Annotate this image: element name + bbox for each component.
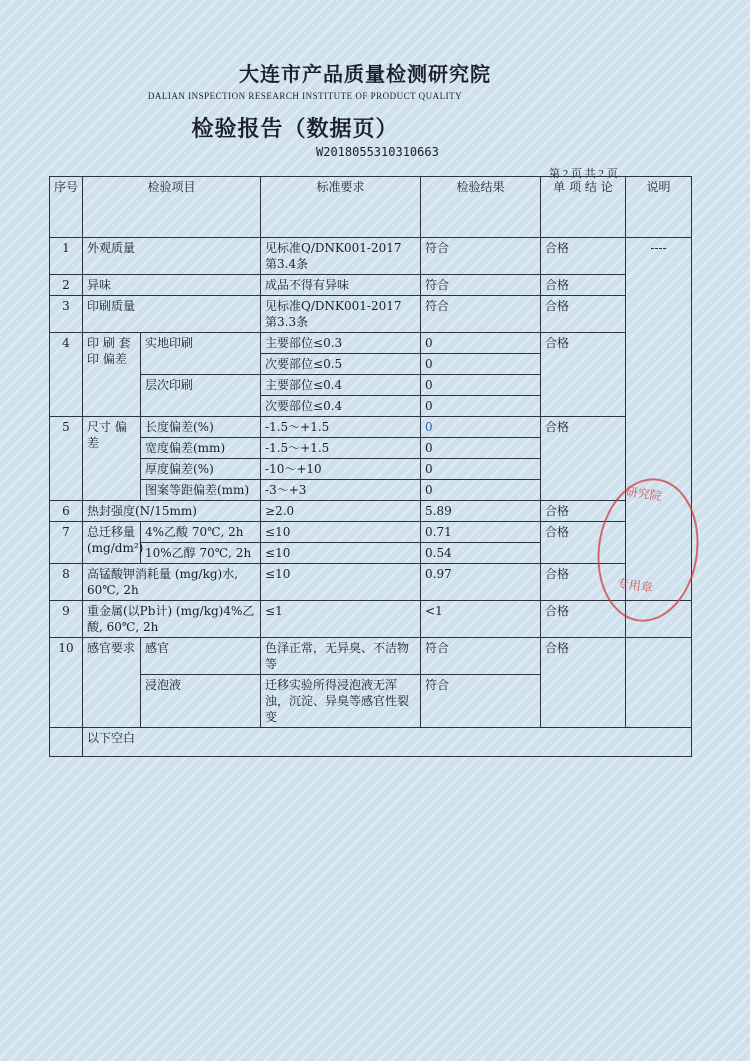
row-standard: ≤10 bbox=[261, 564, 421, 601]
row-item: 尺寸 偏差 bbox=[83, 417, 141, 501]
sub-result: 0 bbox=[421, 396, 541, 417]
table-row bbox=[50, 522, 692, 543]
row-conclusion: 合格 bbox=[541, 296, 626, 333]
row-standard: 见标准Q/DNK001-2017 第3.3条 bbox=[261, 296, 421, 333]
sub-standard: -1.5～+1.5 bbox=[261, 417, 421, 438]
sub-item-name: 图案等距偏差(mm) bbox=[141, 480, 261, 501]
sub-item-name: 4%乙酸 70℃, 2h bbox=[141, 522, 261, 543]
header-remark: 说明 bbox=[626, 177, 692, 238]
row-result: 符合 bbox=[421, 238, 541, 275]
sub-item-name: 宽度偏差(mm) bbox=[141, 438, 261, 459]
row-standard: 成品不得有异味 bbox=[261, 275, 421, 296]
sub-standard: -1.5～+1.5 bbox=[261, 438, 421, 459]
table-row bbox=[50, 333, 692, 354]
row-conclusion: 合格 bbox=[541, 564, 626, 601]
row-standard: ≥2.0 bbox=[261, 501, 421, 522]
table-row bbox=[50, 728, 692, 757]
row-item: 感官要求 bbox=[83, 638, 141, 728]
row-seq: 6 bbox=[50, 501, 83, 522]
row-result: 符合 bbox=[421, 275, 541, 296]
sub-standard: 次要部位≤0.4 bbox=[261, 396, 421, 417]
sub-standard: ≤10 bbox=[261, 543, 421, 564]
table-row bbox=[50, 238, 692, 275]
sub-item-name: 浸泡液 bbox=[141, 675, 261, 728]
table-row bbox=[50, 275, 692, 296]
sub-result: 0 bbox=[421, 438, 541, 459]
row-conclusion: 合格 bbox=[541, 417, 626, 501]
row-item: 印 刷 套 印 偏差 bbox=[83, 333, 141, 417]
row-item: 热封强度(N/15mm) bbox=[83, 501, 261, 522]
row-conclusion: 合格 bbox=[541, 522, 626, 564]
sub-standard: 色泽正常，无异臭、不洁物等 bbox=[261, 638, 421, 675]
sub-result: 0 bbox=[421, 375, 541, 396]
sub-standard: 主要部位≤0.3 bbox=[261, 333, 421, 354]
report-title: 检验报告（数据页） bbox=[191, 116, 399, 142]
seal-text-top: 研究院 bbox=[624, 484, 663, 504]
sub-item-name: 10%乙醇 70℃, 2h bbox=[141, 543, 261, 564]
sub-result: 符合 bbox=[421, 675, 541, 728]
row-conclusion: 合格 bbox=[541, 601, 626, 638]
row-item: 印刷质量 bbox=[83, 296, 261, 333]
sub-item-name: 感官 bbox=[141, 638, 261, 675]
row-seq: 3 bbox=[50, 296, 83, 333]
header-result: 检验结果 bbox=[421, 177, 541, 238]
row-result: 5.89 bbox=[421, 501, 541, 522]
sub-result: 0 bbox=[421, 333, 541, 354]
row-item: 总迁移量 (mg/dm²) bbox=[83, 522, 141, 564]
sub-item-name: 长度偏差(%) bbox=[141, 417, 261, 438]
seal-text-side: 专用章 bbox=[616, 576, 654, 595]
header-conclusion: 单 项 结 论 bbox=[541, 177, 626, 238]
row-seq: 7 bbox=[50, 522, 83, 564]
footer-note: 以下空白 bbox=[83, 728, 692, 757]
sub-result: 0 bbox=[421, 354, 541, 375]
sub-item-name: 实地印刷 bbox=[141, 333, 261, 375]
sub-standard: 迁移实验所得浸泡液无浑浊，沉淀、异臭等感官性裂变 bbox=[261, 675, 421, 728]
row-conclusion: 合格 bbox=[541, 333, 626, 417]
row-result: 符合 bbox=[421, 296, 541, 333]
row-remark-blank bbox=[626, 638, 692, 728]
row-conclusion: 合格 bbox=[541, 275, 626, 296]
sub-result: 0 bbox=[421, 417, 541, 438]
row-item: 异味 bbox=[83, 275, 261, 296]
row-standard: 见标准Q/DNK001-2017 第3.4条 bbox=[261, 238, 421, 275]
table-row bbox=[50, 564, 692, 601]
row-seq: 10 bbox=[50, 638, 83, 728]
row-remark: ---- bbox=[626, 238, 692, 601]
sub-standard: -3～+3 bbox=[261, 480, 421, 501]
table-row bbox=[50, 601, 692, 638]
row-result: 0.97 bbox=[421, 564, 541, 601]
row-conclusion: 合格 bbox=[541, 638, 626, 728]
header-standard: 标准要求 bbox=[261, 177, 421, 238]
header-seq: 序号 bbox=[50, 177, 83, 238]
row-seq: 4 bbox=[50, 333, 83, 417]
org-name-en: DALIAN INSPECTION RESEARCH INSTITUTE OF PRODUCT QUALITY bbox=[147, 91, 463, 101]
table-row bbox=[50, 501, 692, 522]
row-item: 外观质量 bbox=[83, 238, 261, 275]
sub-result: 符合 bbox=[421, 638, 541, 675]
table-row bbox=[50, 296, 692, 333]
sub-standard: 主要部位≤0.4 bbox=[261, 375, 421, 396]
table-row bbox=[50, 417, 692, 438]
sub-item-name: 厚度偏差(%) bbox=[141, 459, 261, 480]
sub-result: 0.71 bbox=[421, 522, 541, 543]
row-seq: 1 bbox=[50, 238, 83, 275]
sub-item-name: 层次印刷 bbox=[141, 375, 261, 417]
sub-standard: 次要部位≤0.5 bbox=[261, 354, 421, 375]
row-seq-blank bbox=[50, 728, 83, 757]
sub-result: 0.54 bbox=[421, 543, 541, 564]
row-item: 重金属(以Pb计) (mg/kg)4%乙酸, 60℃, 2h bbox=[83, 601, 261, 638]
row-conclusion: 合格 bbox=[541, 238, 626, 275]
header-item: 检验项目 bbox=[83, 177, 261, 238]
sub-standard: ≤10 bbox=[261, 522, 421, 543]
row-result: <1 bbox=[421, 601, 541, 638]
row-seq: 9 bbox=[50, 601, 83, 638]
row-seq: 2 bbox=[50, 275, 83, 296]
row-standard: ≤1 bbox=[261, 601, 421, 638]
inspection-table bbox=[49, 176, 692, 757]
row-seq: 5 bbox=[50, 417, 83, 501]
row-seq: 8 bbox=[50, 564, 83, 601]
table-row bbox=[50, 638, 692, 675]
sub-standard: -10～+10 bbox=[261, 459, 421, 480]
table-header-row bbox=[50, 177, 692, 238]
row-conclusion: 合格 bbox=[541, 501, 626, 522]
report-number: W2018055310310663 bbox=[316, 145, 439, 159]
org-name: 大连市产品质量检测研究院 bbox=[239, 62, 491, 86]
sub-result: 0 bbox=[421, 459, 541, 480]
page-info: 第 2 页 共 2 页 bbox=[549, 168, 618, 180]
row-item: 高锰酸钾消耗量 (mg/kg)水, 60℃, 2h bbox=[83, 564, 261, 601]
sub-result: 0 bbox=[421, 480, 541, 501]
